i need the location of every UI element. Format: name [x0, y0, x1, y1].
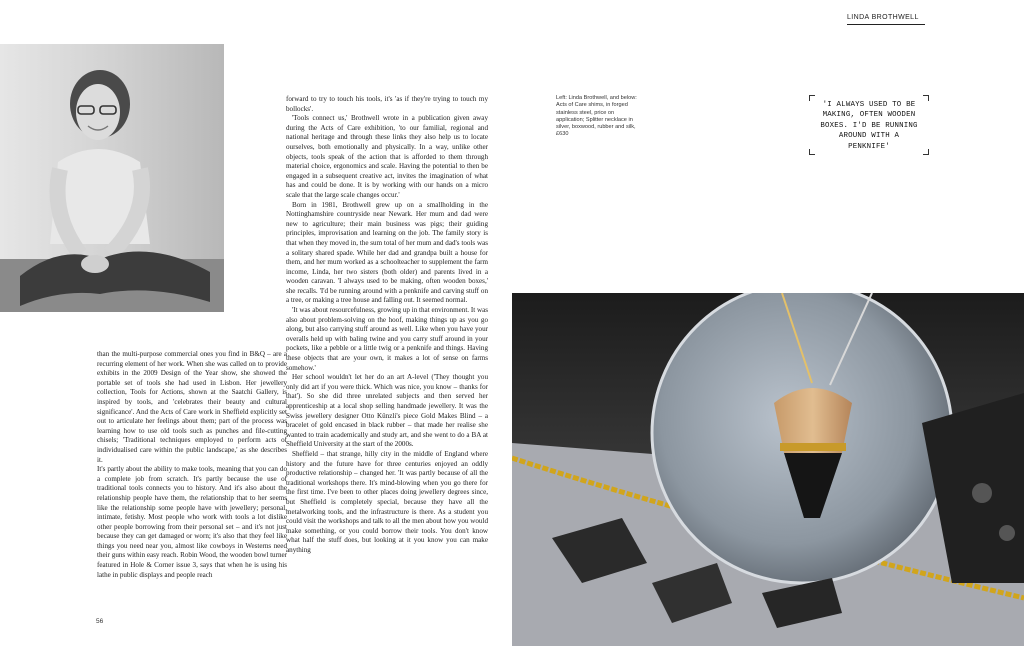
- paragraph: Her school wouldn't let her do an art A-level ('They thought you only did art if you were thick. Which was nice, you know – thanks for that'). So she did three unrelated subjects and then served her apprenticeship at a local shop selling handmade jewellery. It was the Swiss jewellery designer Otto Künzli's piece Gold Makes Blind – a bracelet of gold encased in black rubber – that made her realise she wanted to train academically and study art, and she went to do a BA at Sheffield University at the start of the 2000s.: [286, 373, 488, 449]
- page-number: 56: [96, 618, 104, 625]
- paragraph: Sheffield – that strange, hilly city in the middle of England where history and the future have for three centuries enjoyed an oddly productive relationship – changed her. 'It was partly because of all the traditional workshops there. It's mind-blowing when you go there for the first time. I've been to other places doing jewellery degrees since, but Sheffield is completely special, because they have all the metalworking tools, and the infrastructure is there. As a student you could visit the workshops and talk to all the men about how you would make something, or you could borrow their tools. You don't know what half the stuff does, but looking at it you know you can make anything: [286, 449, 488, 554]
- pull-quote: [809, 95, 929, 155]
- paragraph: than the multi-purpose commercial ones you find in B&Q – are a recurring element of her work. When she was called on to provide exhibits in the 2009 Design of the Year show, she showed the portable set of tools she had used in Lisbon. Her jewellery collection, Tools for Actions, shown at the Saatchi Gallery, is inspired by tools, and 'celebrates their beauty and cultural significance'. And the Acts of Care work in Sheffield explicitly set out to articulate her feelings about them; part of the process was learning how to use old tools such as punches and file-cutting chisels; 'Traditional techniques employed to perform acts of individualised care within the public landscape,' as she describes it.: [97, 350, 287, 464]
- portrait-illustration: [0, 44, 224, 312]
- paragraph: forward to try to touch his tools, it's 'as if they're trying to touch my bollocks'.: [286, 95, 488, 113]
- body-text-left-column: [97, 350, 287, 612]
- corner-mark: [923, 149, 929, 155]
- portrait-photo: [0, 44, 224, 312]
- corner-mark: [923, 95, 929, 101]
- body-text-middle-column: [286, 95, 488, 625]
- paragraph: Born in 1981, Brothwell grew up on a smallholding in the Nottinghamshire countryside near Newark. Her mum and dad were new to agriculture; their main business was pigs; their guiding principles, improvisation and learning on the job. The family story is that when they moved in, the sum total of her mum and dad's tools was a solitary shared spade. While her dad and grandpa built a house for them, and her mum worked as a schoolteacher to supplement the farm income, Linda, her two sisters (both older) and parents lived in a wooden caravan. 'I always used to be making, often wooden boxes,' she recalls. 'I'd be running around with a penknife and carving stuff on a tree, or making a tree house and falling out. It seemed normal.: [286, 200, 488, 305]
- photo-caption: Left: Linda Brothwell, and below: Acts of Care shims, in forged stainless steel, price on application; Splitter necklace in silver, boxwood, rubber and silk, £630: [556, 95, 637, 138]
- corner-mark: [809, 149, 815, 155]
- paragraph: 'Tools connect us,' Brothwell wrote in a publication given away during the Acts of Care exhibition, 'to our familial, regional and national heritage and through these links they also help us to locate ourselves, both emotionally and physically. In a way, unlike other objects, tools speak of the action that is afforded to them through material choice, ergonomics and scale. Having the potential to then be engaged in a subsequent creative act, invites the imagination of what has and could be done. It is by working with our hands on a micro scale that the large scale changes occur.': [286, 114, 488, 199]
- product-illustration: [512, 293, 1024, 646]
- pull-quote-text: 'I ALWAYS USED TO BE MAKING, OFTEN WOODEN BOXES. I'D BE RUNNING AROUND WITH A PENKNIFE': [820, 101, 918, 151]
- running-head: LINDA BROTHWELL: [847, 14, 925, 25]
- product-photo: [512, 293, 1024, 646]
- corner-mark: [809, 95, 815, 101]
- paragraph: It's partly about the ability to make tools, meaning that you can do a complete job from scratch. It's partly because the use of traditional tools connects you to history. And it's also about the relationship people have them, the relationship that to her seems like the relationship some people have with jewellery; personal, intimate, fetishy. Most people who work with tools a lot dislike other people borrowing from their personal set – and it's not just because they can get damaged or worn; it's also that they feel like things you need near you, almost like cowboys in Westerns need their guns within easy reach. Robin Wood, the wooden bowl turner featured in Hole & Corner issue 3, says that when he is using his lathe in public displays and people reach: [97, 465, 287, 579]
- paragraph: 'It was about resourcefulness, growing up in that environment. It was also about problem-solving on the hoof, making things up as you go along, but also carrying stuff around as well. Like when you have your overalls held up with baling twine and you carry stuff around in your pockets, like a pebble or a little twig or a penknife and things. Having these objects that are your own, it makes a lot of sense on farms somehow.': [286, 306, 488, 372]
